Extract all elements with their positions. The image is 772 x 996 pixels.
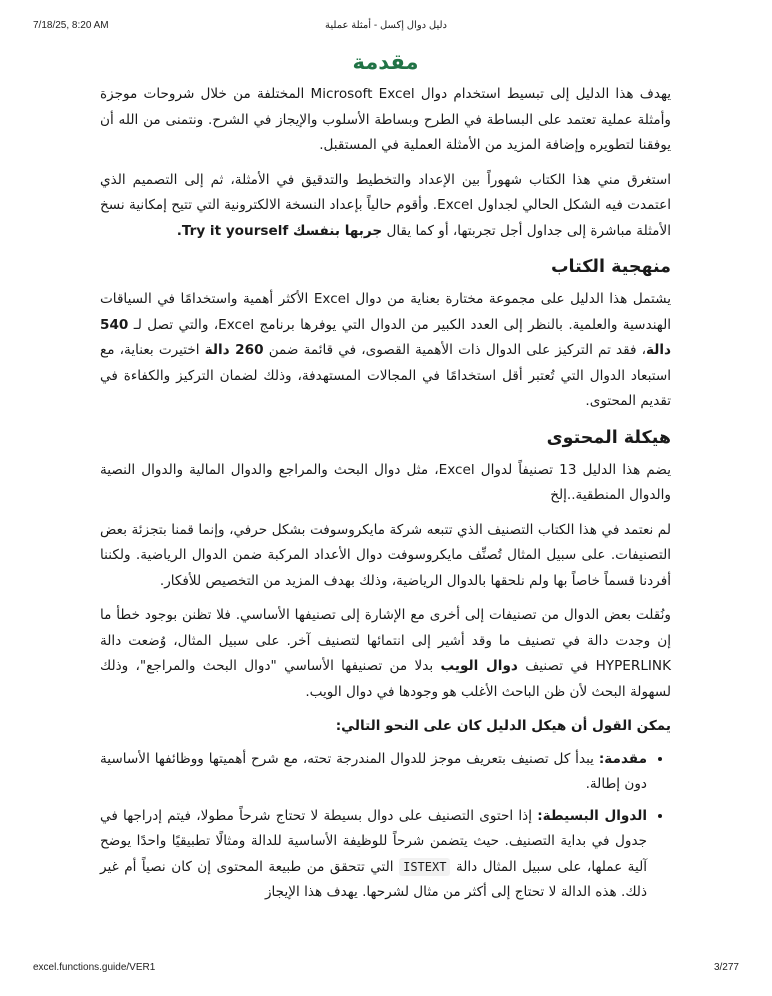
structure-paragraph-1: يضم هذا الدليل 13 تصنيفاً لدوال Excel، مثل دوال البحث والمراجع والدوال المالية والدوال النصية والدوال المنطقية..إلخ (100, 461, 671, 503)
structure-paragraph-3 (100, 603, 671, 705)
function-count-540: 540 دالة (100, 316, 671, 358)
methodology-text-c: اختيرت بعناية، مع استبعاد الدوال التي تُعتبر أقل استخدامًا في المجالات المستهدفة، وذلك لضمان التركيز والكفاءة في تقديم المحتوى. (100, 342, 671, 409)
print-timestamp: 7/18/25, 8:20 AM (33, 20, 109, 31)
list-item-text: يبدأ كل تصنيف بتعريف موجز للدوال المندرجة تحته، مع شرح أهميتها ووظائفها الأساسية دون إطالة. (100, 750, 647, 792)
methodology-paragraph (100, 287, 671, 415)
istext-code: ISTEXT (399, 858, 450, 876)
page-title: مقدمة (352, 50, 419, 74)
structure-paragraph-3-text-a: ونُقلت بعض الدوال من تصنيفات إلى أخرى مع الإشارة إلى تصنيفها الأساسي. فلا تظنن بوجود خطأ ما إن وجدت دالة في تصنيف ما وقد أشير إلى انتمائها لتصنيف آخر. على سبيل المثال، وُضعت دالة HYPERLINK في تصنيف (100, 607, 671, 674)
structure-list (100, 747, 671, 906)
list-item-term: مقدمة: (598, 750, 647, 767)
list-item-text-a: إذا احتوى التصنيف على دوال بسيطة لا تحتاج شرحاً مطولا، فيتم إدراجها في جدول في بداية التصنيف. حيث يتضمن شرحاً للوظيفة الأساسية للدالة ومثالًا تطبيقيًا واحدًا يوضح آلية عملها، على سبيل المثال دالة (100, 807, 647, 875)
intro-paragraph-1: يهدف هذا الدليل إلى تبسيط استخدام دوال Microsoft Excel المختلفة من خلال شروحات موجزة وأمثلة عملية تعتمد على البساطة في الطرح وبساطة الأسلوب والإيجاز في الشرح. ونتمنى من الله أن يوفقنا لتطويره وإضافة المزيد من الأمثلة العملية في المستقبل. (100, 86, 671, 153)
intro-paragraph-2-text: استغرق مني هذا الكتاب شهوراً بين الإعداد والتخطيط والتدقيق في الأمثلة، ثم إلى التصميم الذي اعتمدت فيه الشكل الحالي لجداول Excel. وأقوم حالياً بإعداد النسخة الالكترونية التي تتيح إمكانية نسخ الأمثلة مباشرة إلى جداول أجل تجربتها، أو كما يقال (100, 171, 671, 239)
structure-heading: هيكلة المحتوى (546, 427, 671, 448)
structure-paragraph-3-text-b: بدلا من تصنيفها الأساسي "دوال البحث والمراجع"، وذلك لسهولة البحث لأن ظن الباحث الأغلب هو وجودها في دوال الويب. (100, 658, 671, 700)
structure-lead: يمكن القول أن هيكل الدليل كان على النحو التالي: (335, 718, 671, 734)
list-item-term: الدوال البسيطة: (537, 807, 647, 824)
methodology-text-b: ، فقد تم التركيز على الدوال ذات الأهمية القصوى، في قائمة ضمن (268, 342, 647, 358)
footer-url: excel.functions.guide/VER1 (33, 962, 156, 973)
list-item (100, 804, 647, 906)
web-functions-category: دوال الويب (440, 658, 518, 674)
function-count-260: 260 دالة (204, 342, 264, 358)
intro-paragraph-2 (100, 168, 671, 245)
methodology-text-a: يشتمل هذا الدليل على مجموعة مختارة بعناية من دوال Excel الأكثر أهمية واستخدامًا في السياقات الهندسية والعلمية. بالنظر إلى العدد الكبير من الدوال التي يوفرها برنامج Excel، والتي تصل لـ (100, 291, 671, 333)
print-document-title: دليل دوال إكسل - أمثلة عملية (325, 20, 447, 31)
list-item (100, 747, 647, 798)
try-it-yourself-text: جربها بنفسك Try it yourself. (176, 222, 383, 239)
methodology-heading: منهجية الكتاب (550, 257, 671, 277)
page-number: 3/277 (713, 962, 739, 973)
page-content (100, 45, 671, 912)
list-item-text-b: التي تتحقق من طبيعة المحتوى إن كان نصياً أم غير ذلك. هذه الدالة لا تحتاج إلى أكثر من مثال لشرحها. يهدف هذا الإيجاز (100, 858, 647, 900)
structure-paragraph-2: لم نعتمد في هذا الكتاب التصنيف الذي تتبعه شركة مايكروسوفت بشكل حرفي، وإنما قمنا بتجزئة بعض التصنيفات. على سبيل المثال تُصنِّف مايكروسوفت دوال الأعداد المركبة ضمن الدوال الرياضية. ولكننا أفردنا قسماً خاصاً بها ولم نلحقها بالدوال الرياضية، وذلك بهدف المزيد من التخصيص للأفكار. (100, 521, 671, 589)
